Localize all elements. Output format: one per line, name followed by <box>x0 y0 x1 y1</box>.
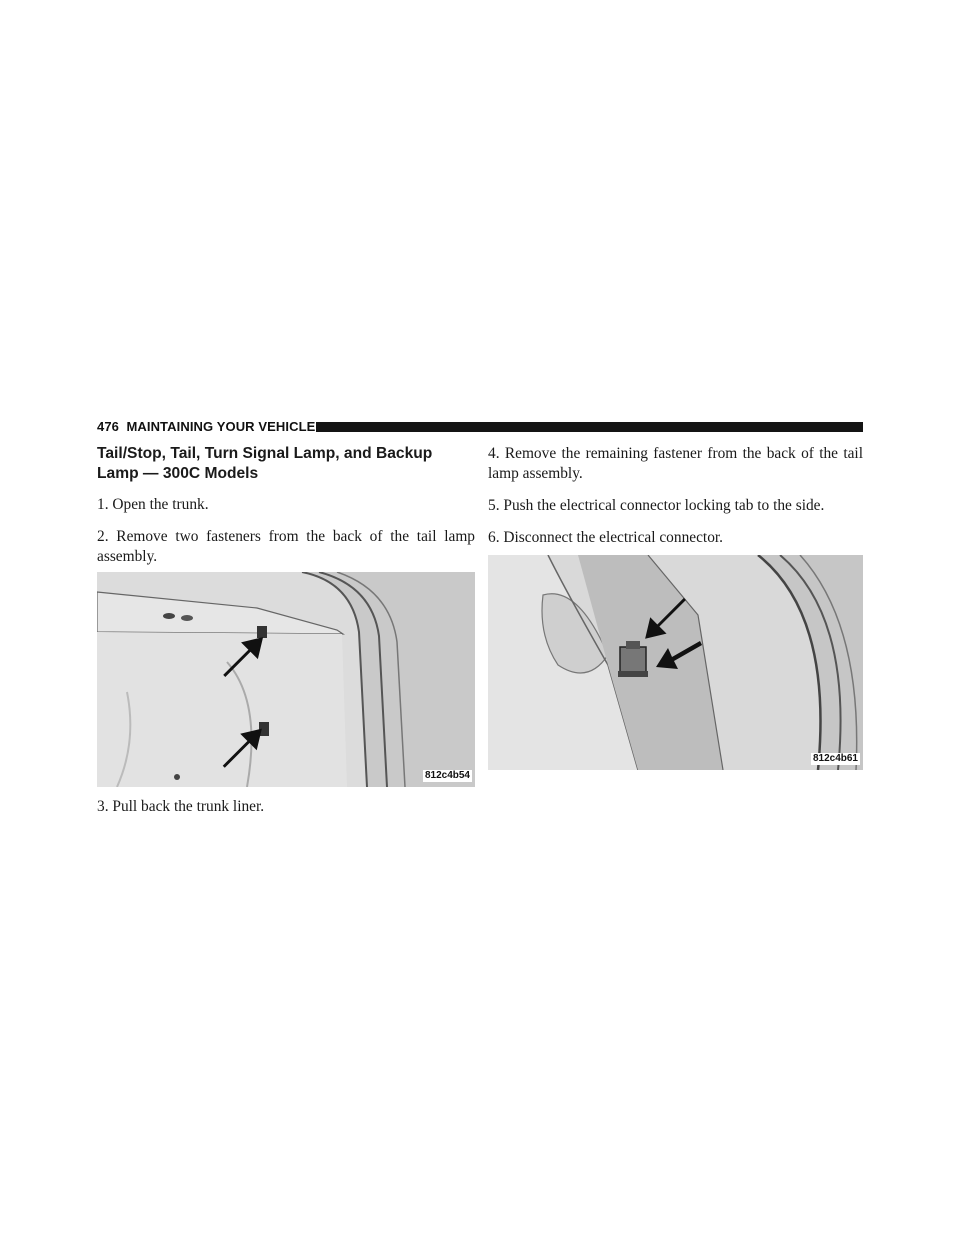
connector-figure <box>488 555 863 770</box>
figure-code: 812c4b61 <box>812 753 858 764</box>
step-3: 3. Pull back the trunk liner. <box>97 798 265 815</box>
left-column <box>97 444 475 829</box>
trunk-fasteners-figure <box>97 572 475 787</box>
step-2: 2. Remove two fasteners from the back of the tail lamp assembly. <box>97 528 475 565</box>
figure-code: 812c4b54 <box>424 770 470 781</box>
header-bar <box>316 422 863 432</box>
section-title: Tail/Stop, Tail, Turn Signal Lamp, and Backup Lamp — 300C Models <box>97 445 433 482</box>
header-text <box>97 419 315 434</box>
page-number: 476 <box>97 419 119 434</box>
connector-illustration <box>488 555 863 770</box>
page-header <box>97 421 863 435</box>
step-5: 5. Push the electrical connector locking tab to the side. <box>488 497 825 514</box>
step-4: 4. Remove the remaining fastener from the back of the tail lamp assembly. <box>488 445 863 482</box>
trunk-illustration <box>97 572 475 787</box>
section-name: MAINTAINING YOUR VEHICLE <box>126 419 316 434</box>
right-column <box>488 444 863 780</box>
step-1: 1. Open the trunk. <box>97 496 209 513</box>
step-6: 6. Disconnect the electrical connector. <box>488 529 724 546</box>
